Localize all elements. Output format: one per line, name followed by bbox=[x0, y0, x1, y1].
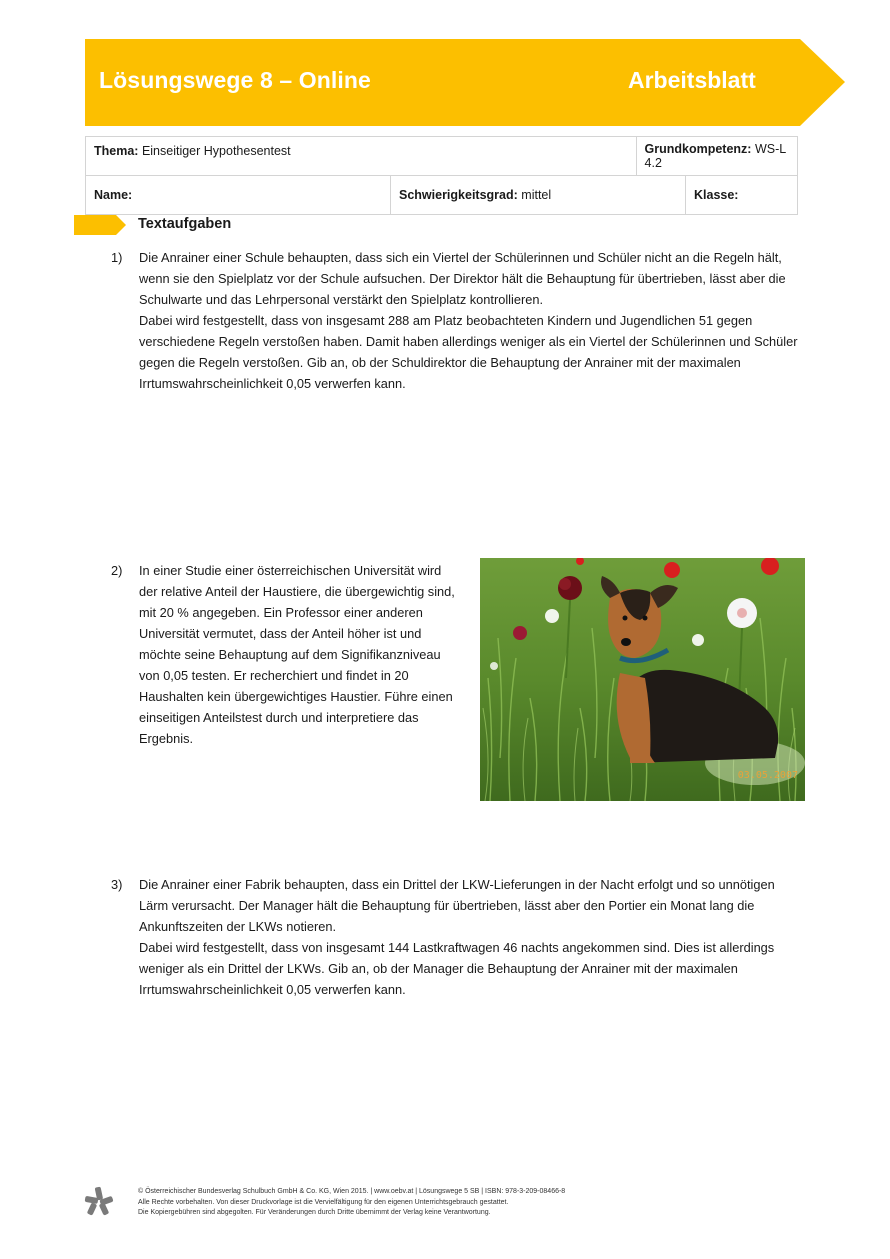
footer-copyright bbox=[138, 1187, 565, 1219]
task-line: Ankunftszeiten der LKWs notieren. bbox=[139, 919, 337, 934]
klasse-cell[interactable] bbox=[686, 176, 798, 215]
publisher-logo-icon bbox=[84, 1186, 114, 1216]
task-number: 3) bbox=[111, 877, 123, 892]
task-line: Haushalten kein übergewichtiges Haustier. Führe einen bbox=[139, 689, 453, 704]
task-line: Lärm verursacht. Der Manager hält die Behauptung für übertrieben, lässt aber den Portier ein Monat lang die bbox=[139, 898, 755, 913]
task-text bbox=[139, 560, 455, 749]
task-text bbox=[139, 247, 798, 394]
task-line: weniger als ein Drittel der LKWs. Gib an, ob der Manager die Behauptung der Anrainer mit der maximalen bbox=[139, 961, 738, 976]
klasse-label: Klasse: bbox=[694, 188, 739, 202]
task-line: möchte seine Behauptung auf dem Signifikanzniveau bbox=[139, 647, 441, 662]
task-line: In einer Studie einer österreichischen Universität wird bbox=[139, 563, 442, 578]
task-line: gegen die Regeln verstoßen. Gib an, ob der Schuldirektor die Behauptung der Anrainer mit der maximalen bbox=[139, 355, 741, 370]
task-line: Die Anrainer einer Schule behaupten, dass sich ein Viertel der Schülerinnen und Schüler nicht an die Regeln hält, bbox=[139, 250, 782, 265]
banner-title: Lösungswege 8 – Online bbox=[99, 67, 371, 93]
task-text bbox=[139, 874, 775, 1000]
header-banner bbox=[85, 39, 845, 126]
task-line: verschiedene Regeln verstoßen haben. Damit haben allerdings weniger als ein Viertel der Schülerinnen und Schüler bbox=[139, 334, 798, 349]
task-number: 2) bbox=[111, 563, 123, 578]
section-header bbox=[74, 215, 374, 235]
name-cell[interactable] bbox=[86, 176, 391, 215]
grundkompetenz-label: Grundkompetenz: bbox=[644, 142, 752, 156]
footer-line: Die Kopiergebühren sind abgegolten. Für Veränderungen durch Dritte übernimmt der Verlag keine Verantwortung. bbox=[138, 1209, 491, 1216]
banner-doc-type: Arbeitsblatt bbox=[628, 67, 756, 93]
task-line: Irrtumswahrscheinlichkeit 0,05 verwerfen kann. bbox=[139, 376, 406, 391]
dog-in-meadow-photo bbox=[480, 558, 805, 801]
photo-date-stamp: 03.05.2007 bbox=[737, 770, 798, 781]
thema-label: Thema: bbox=[94, 144, 139, 158]
task-line: Ergebnis. bbox=[139, 731, 194, 746]
footer-line: Alle Rechte vorbehalten. Von dieser Druckvorlage ist die Vervielfältigung für den eigenen Unterrichtsgebrauch gestattet. bbox=[138, 1198, 509, 1206]
task-line: Dabei wird festgestellt, dass von insgesamt 288 am Platz beobachteten Kindern und Jugendlichen 51 gegen bbox=[139, 313, 753, 328]
task-line: Irrtumswahrscheinlichkeit 0,05 verwerfen kann. bbox=[139, 982, 406, 997]
task-line: einseitigen Anteilstest durch und interpretiere das bbox=[139, 710, 419, 725]
schwierigkeit-value: mittel bbox=[521, 188, 552, 202]
schwierigkeit-cell bbox=[391, 176, 686, 215]
section-title: Textaufgaben bbox=[138, 216, 232, 232]
task-line: Die Anrainer einer Fabrik behaupten, dass ein Drittel der LKW-Lieferungen in der Nacht erfolgt und so unnötigen bbox=[139, 877, 775, 892]
task-line: von 0,05 testen. Er recherchiert und findet in 20 bbox=[139, 668, 409, 683]
name-label: Name: bbox=[94, 188, 133, 202]
task-line: Dabei wird festgestellt, dass von insgesamt 144 Lastkraftwagen 46 nachts angekommen sind. Dies ist allerdings bbox=[139, 940, 775, 955]
task-line: wenn sie den Spielplatz vor der Schule aufsuchen. Der Direktor hält die Behauptung für übertrieben, lässt aber die bbox=[139, 271, 786, 286]
thema-value: Einseitiger Hypothesentest bbox=[141, 144, 291, 158]
thema-cell bbox=[86, 137, 637, 176]
schwierigkeit-label: Schwierigkeitsgrad: bbox=[399, 188, 518, 202]
footer-line: © Österreichischer Bundesverlag Schulbuch GmbH & Co. KG, Wien 2015. | www.oebv.at | Lösungswege 5 SB | ISBN: 978-3-209-08466-8 bbox=[138, 1188, 566, 1195]
task-number: 1) bbox=[111, 250, 123, 265]
task-line: mit 20 % angegeben. Ein Professor einer anderen bbox=[139, 605, 423, 620]
task-line: Schulwarte und das Lehrpersonal verstärkt den Spielplatz kontrollieren. bbox=[139, 292, 544, 307]
task-line: Universität vermutet, dass der Anteil höher ist und bbox=[139, 626, 422, 641]
grundkompetenz-cell bbox=[636, 137, 797, 176]
dog-photo-illustration bbox=[480, 558, 805, 801]
meta-table bbox=[85, 136, 798, 215]
grundkompetenz-value: WS-L 4.2 bbox=[644, 142, 786, 170]
section-arrow-icon bbox=[74, 215, 128, 235]
task-line: der relative Anteil der Haustiere, die übergewichtig sind, bbox=[139, 584, 455, 599]
